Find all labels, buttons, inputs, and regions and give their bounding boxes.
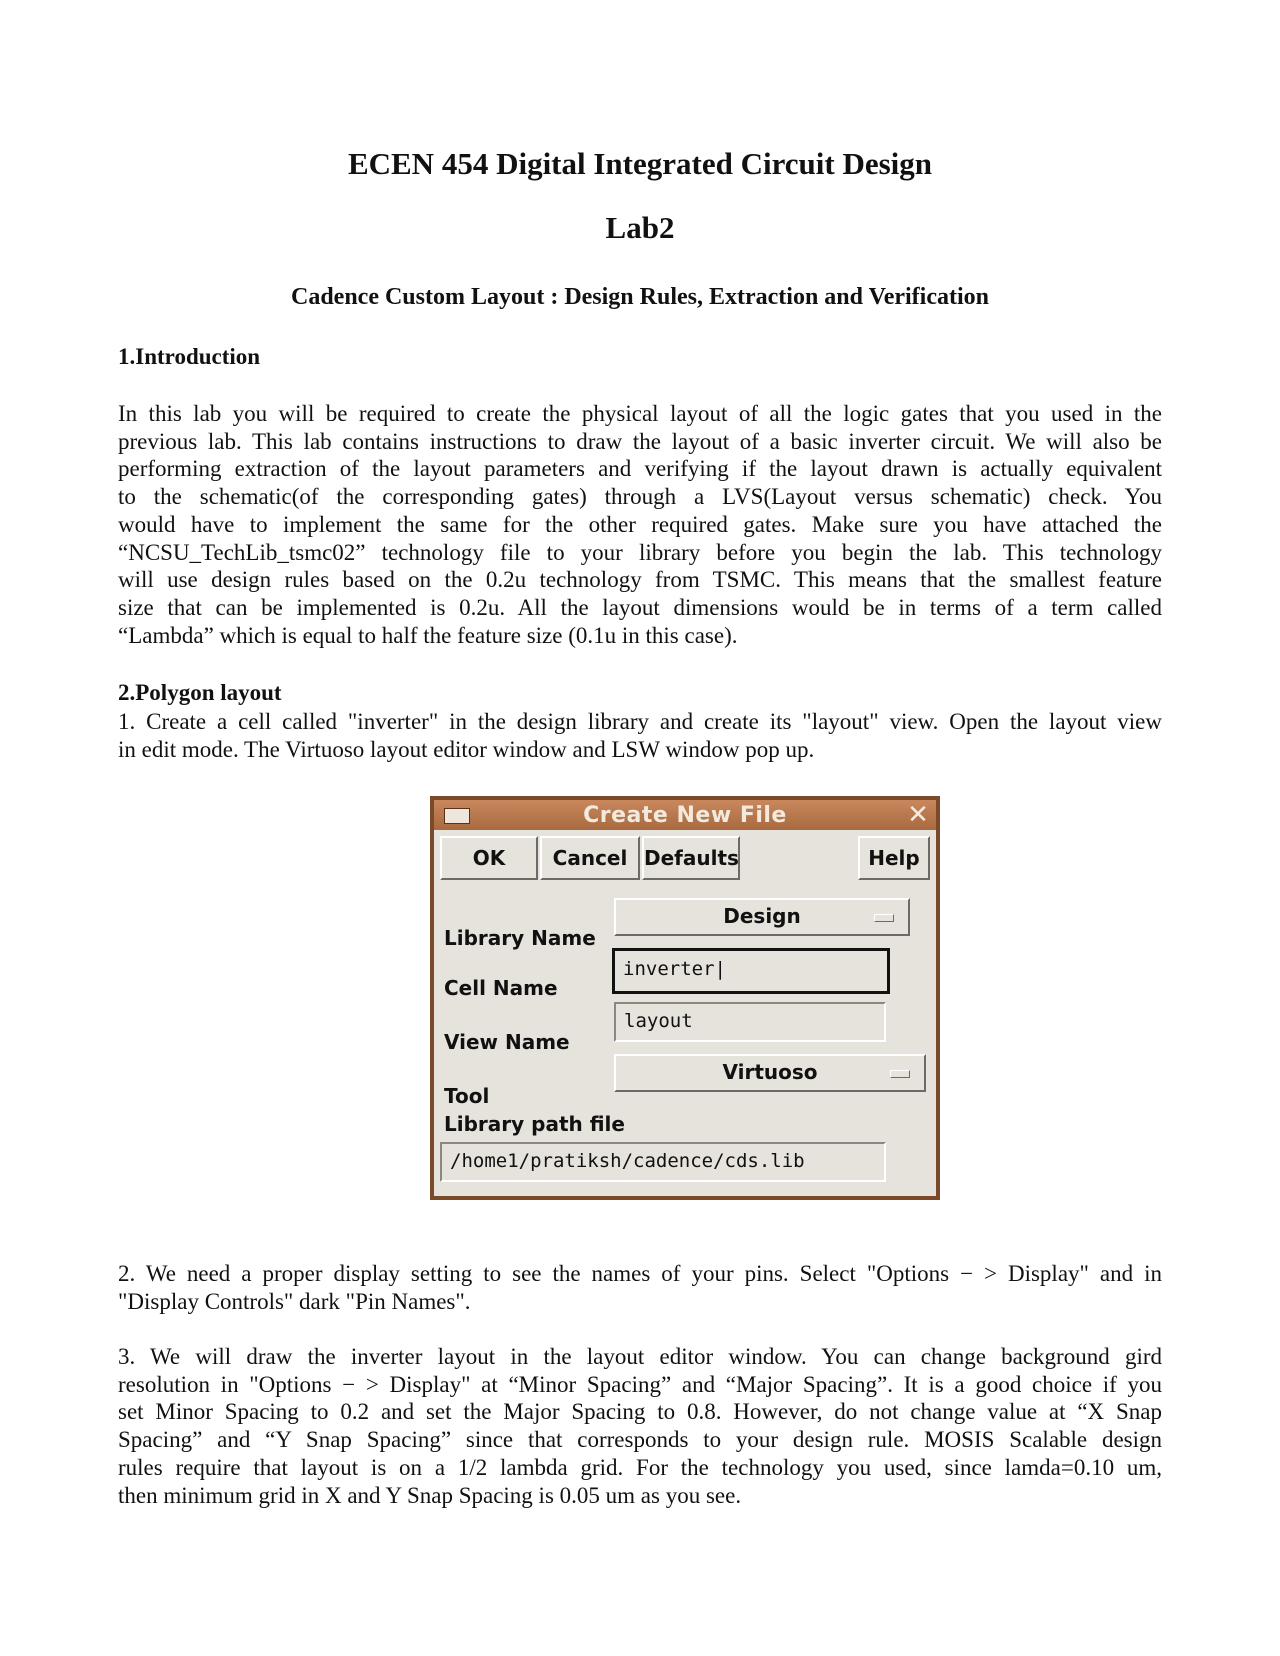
library-path-label: Library path file	[444, 1112, 625, 1136]
step3-line: rules require that layout is on a 1/2 lambda grid. For the technology you used, since lamda=0.10 um,	[118, 1454, 1162, 1480]
view-name-value: layout	[624, 1010, 693, 1032]
cell-name-value: inverter	[623, 958, 715, 980]
step3-paragraph	[118, 1343, 1162, 1509]
step3-line: 3. We will draw the inverter layout in the layout editor window. You can change background gird	[118, 1344, 1162, 1369]
intro-line: previous lab. This lab contains instructions to draw the layout of a basic inverter circuit. We will also be	[118, 428, 1162, 454]
step1-paragraph	[118, 708, 1162, 763]
cell-name-label: Cell Name	[444, 976, 558, 1000]
help-button[interactable]: Help	[858, 836, 930, 880]
close-icon[interactable]: ✕	[907, 800, 929, 830]
intro-line: would have to implement the same for the other required gates. Make sure you have attached the	[118, 511, 1162, 537]
intro-heading: 1.Introduction	[118, 344, 261, 369]
intro-line: “Lambda” which is equal to half the feature size (0.1u in this case).	[118, 622, 738, 648]
ok-button[interactable]: OK	[440, 836, 538, 880]
tool-label: Tool	[444, 1084, 490, 1108]
library-path-field[interactable]	[440, 1142, 886, 1182]
step2-paragraph	[118, 1260, 1162, 1315]
intro-line: “NCSU_TechLib_tsmc02” technology file to your library before you begin the lab. This technology	[118, 539, 1162, 565]
intro-line: will use design rules based on the 0.2u technology from TSMC. This means that the smallest feature	[118, 567, 1162, 593]
intro-line: to the schematic(of the corresponding gates) through a LVS(Layout versus schematic) check. You	[118, 484, 1162, 510]
intro-line: size that can be implemented is 0.2u. All the layout dimensions would be in terms of a term called	[118, 594, 1162, 620]
view-name-label: View Name	[444, 1030, 570, 1054]
tool-value: Virtuoso	[722, 1060, 818, 1084]
library-name-select[interactable]	[614, 898, 910, 936]
dialog-title: Create New File	[583, 803, 787, 828]
step2-line: "Display Controls" dark "Pin Names".	[118, 1288, 471, 1314]
text-cursor-icon: |	[714, 958, 726, 980]
step1-line: in edit mode. The Virtuoso layout editor window and LSW window pop up.	[118, 736, 815, 762]
dropdown-indicator-icon	[890, 1070, 910, 1078]
polygon-heading: 2.Polygon layout	[118, 680, 282, 705]
lab-subtitle: Cadence Custom Layout : Design Rules, Extraction and Verification	[290, 284, 989, 310]
library-name-value: Design	[723, 904, 801, 928]
create-new-file-dialog	[430, 796, 940, 1200]
step3-line: resolution in "Options − > Display" at “Minor Spacing” and “Major Spacing”. It is a good choice if you	[118, 1371, 1162, 1397]
dialog-body	[434, 830, 936, 1196]
cancel-button[interactable]: Cancel	[540, 836, 640, 880]
tool-select[interactable]	[614, 1054, 926, 1092]
view-name-field[interactable]	[614, 1002, 886, 1042]
step2-line: 2. We need a proper display setting to see the names of your pins. Select "Options − > Display" and in	[118, 1261, 1162, 1286]
dropdown-indicator-icon	[874, 914, 894, 922]
cell-name-field[interactable]	[612, 948, 890, 994]
intro-paragraph	[118, 400, 1162, 649]
intro-line: In this lab you will be required to create the physical layout of all the logic gates that you used in the	[118, 401, 1162, 426]
library-path-value: /home1/pratiksh/cadence/cds.lib	[450, 1150, 805, 1172]
intro-line: performing extraction of the layout parameters and verifying if the layout drawn is actually equivalent	[118, 456, 1162, 482]
step3-line: then minimum grid in X and Y Snap Spacing is 0.05 um as you see.	[118, 1482, 742, 1508]
defaults-button[interactable]: Defaults	[642, 836, 740, 880]
library-name-label: Library Name	[444, 926, 596, 950]
dialog-titlebar	[434, 800, 936, 830]
document-title: ECEN 454 Digital Integrated Circuit Design	[347, 146, 933, 181]
step3-line: Spacing” and “Y Snap Spacing” since that corresponds to your design rule. MOSIS Scalable design	[118, 1427, 1162, 1453]
step3-line: set Minor Spacing to 0.2 and set the Major Spacing to 0.8. However, do not change value at “X Snap	[118, 1399, 1162, 1425]
lab-title: Lab2	[605, 210, 675, 245]
step1-line: 1. Create a cell called "inverter" in the design library and create its "layout" view. Open the layout view	[118, 709, 1162, 734]
